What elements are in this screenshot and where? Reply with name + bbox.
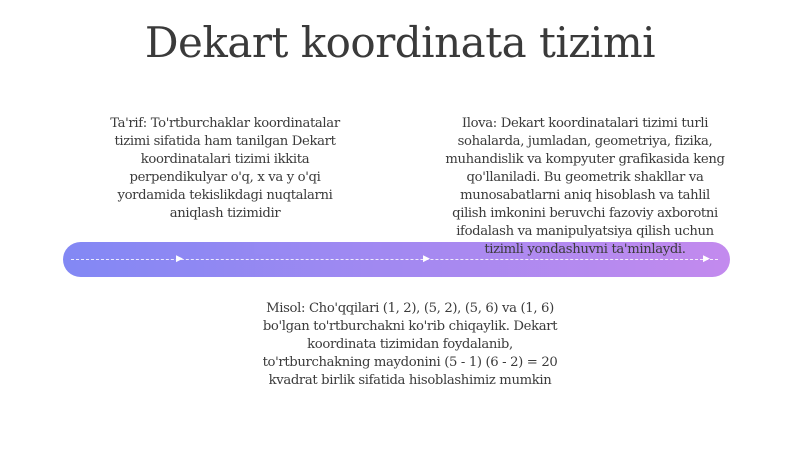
text-line: muhandislik va kompyuter grafikasida keng — [445, 152, 725, 167]
text-line: ifodalash va manipulyatsiya qilish uchun — [456, 224, 714, 239]
text-line: qilish imkonini beruvchi fazoviy axborotni — [452, 206, 718, 221]
text-line: Ta'rif: To'rtburchaklar koordinatalar — [110, 116, 340, 131]
text-line: qo'llaniladi. Bu geometrik shakllar va — [466, 170, 704, 185]
text-line: aniqlash tizimidir — [169, 206, 281, 221]
slide-title: Dekart koordinata tizimi — [144, 18, 656, 67]
text-line: sohalarda, jumladan, geometriya, fizika, — [457, 134, 713, 149]
text-line: koordinatalari tizimi ikkita — [140, 152, 310, 167]
text-line: munosabatlarni aniq hisoblash va tahlil — [460, 188, 710, 203]
text-line: perpendikulyar o'q, x va y o'qi — [129, 170, 321, 185]
text-line: tizimli yondashuvni ta'minlaydi. — [484, 242, 686, 257]
text-line: kvadrat birlik sifatida hisoblashimiz mumkin — [268, 373, 552, 388]
text-line: Misol: Cho'qqilari (1, 2), (5, 2), (5, 6) va (1, 6) — [266, 301, 554, 316]
text-line: Ilova: Dekart koordinatalari tizimi turli — [461, 116, 709, 131]
application-text — [410, 115, 760, 259]
arrow-icon: ▶ — [423, 254, 430, 264]
definition-text — [65, 115, 385, 223]
text-line: tizimi sifatida ham tanilgan Dekart — [114, 134, 336, 149]
example-text — [230, 300, 590, 390]
text-line: koordinata tizimidan foydalanib, — [307, 337, 513, 352]
text-line: bo'lgan to'rtburchakni ko'rib chiqaylik. Dekart — [262, 319, 558, 334]
text-line: yordamida tekislikdagi nuqtalarni — [117, 188, 333, 203]
text-line: to'rtburchakning maydonini (5 - 1) (6 - 2) = 20 — [262, 355, 558, 370]
timeline-dashed-line — [71, 259, 718, 260]
arrow-icon: ▶ — [703, 254, 710, 264]
arrow-icon: ▶ — [176, 254, 183, 264]
